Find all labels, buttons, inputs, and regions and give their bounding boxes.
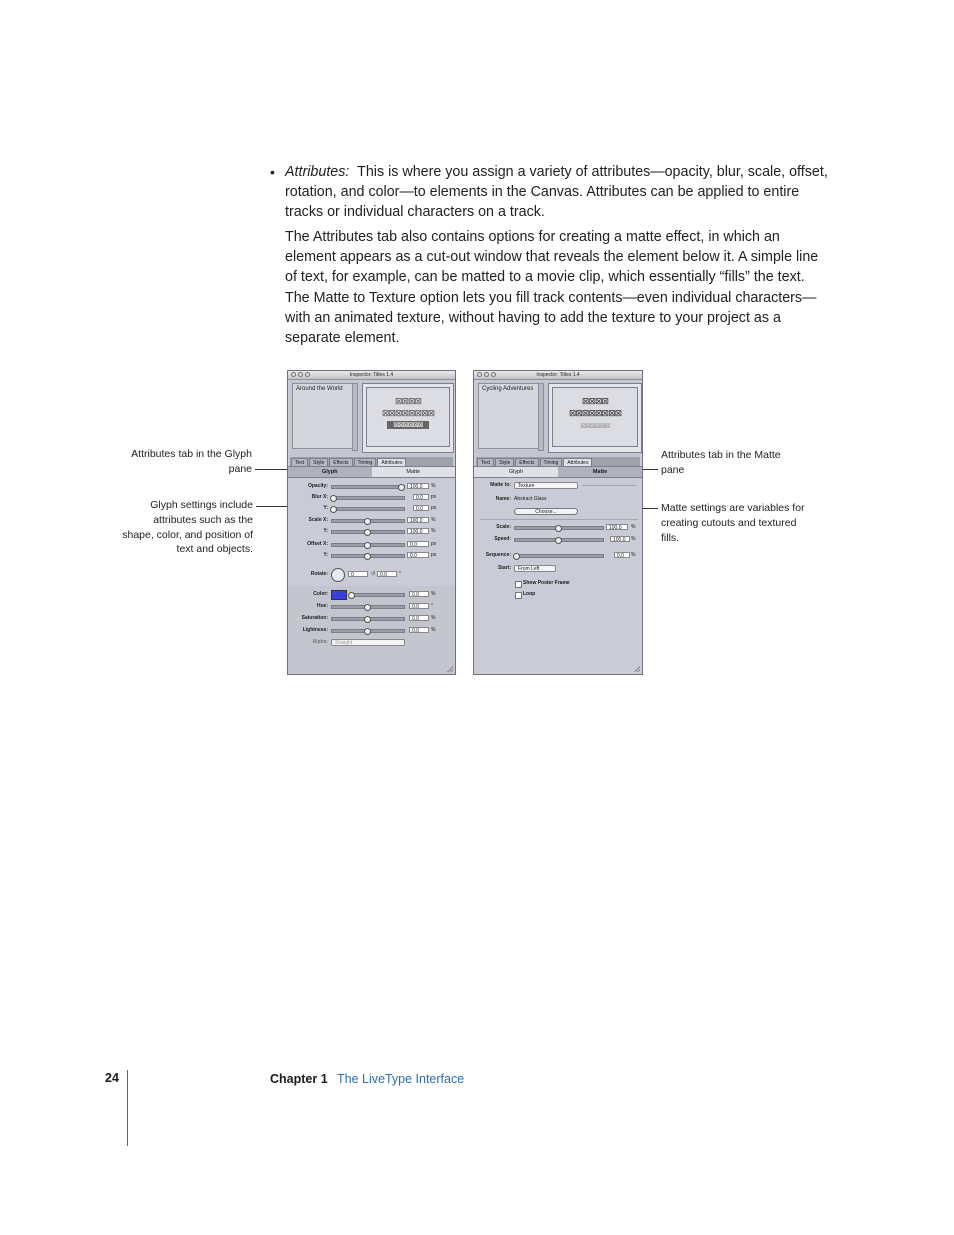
tab-attributes[interactable]: Attributes — [563, 458, 592, 466]
zoom-button[interactable] — [491, 372, 496, 377]
callout-line — [643, 469, 658, 470]
opacity-slider[interactable] — [331, 485, 405, 489]
hue-label: Hue: — [316, 603, 328, 609]
texture-name: Abstract Glass — [514, 496, 547, 502]
scale-unit: % — [631, 524, 636, 530]
track-list-scrollbar[interactable] — [538, 383, 544, 451]
blur-y-slider[interactable] — [331, 507, 405, 511]
resize-grip-icon[interactable] — [447, 666, 453, 672]
inspector-tabs — [290, 457, 453, 466]
saturation-label: Saturation: — [301, 615, 328, 621]
glyph-preview-inner — [366, 387, 450, 447]
tab-timing[interactable]: Timing — [354, 458, 377, 466]
glyph-placeholder-row: ⊠⊠⊠⊠⊠⊠⊠⊠ — [381, 408, 435, 418]
attributes-text: This is where you assign a variety of attributes—opacity, blur, scale, offset, rotation, and color—to elements in the Canvas. Attributes can be applied to entire tracks or individual characters on a track. — [285, 164, 828, 221]
opacity-unit: % — [431, 483, 436, 489]
offset-y-field[interactable]: 0.0 — [407, 552, 429, 558]
blur-y-unit: px — [431, 505, 437, 511]
offset-x-field[interactable]: 0.0 — [407, 541, 429, 547]
separator-line — [480, 519, 638, 520]
rotate-label: Rotate: — [310, 571, 328, 577]
offset-x-row — [288, 540, 456, 549]
sequence-unit: % — [631, 552, 636, 558]
resize-grip-icon[interactable] — [634, 666, 640, 672]
opacity-label: Opacity: — [307, 483, 328, 489]
color-label: Color: — [313, 591, 328, 597]
tab-attributes[interactable]: Attributes — [377, 458, 406, 466]
scale-x-label: Scale X: — [308, 517, 328, 523]
offset-y-slider-knob[interactable] — [364, 553, 371, 560]
tab-effects[interactable]: Effects — [515, 458, 538, 466]
preview-area — [290, 381, 453, 457]
segment-matte[interactable]: Matte — [372, 467, 456, 477]
blur-x-unit: px — [431, 494, 437, 500]
offset-x-label: Offset X: — [307, 541, 328, 547]
sequence-field[interactable]: 0.0 — [614, 552, 630, 558]
tab-effects[interactable]: Effects — [329, 458, 352, 466]
scale-y-field[interactable]: 100.0 — [407, 528, 429, 534]
scale-y-label: Y: — [323, 528, 328, 534]
saturation-unit: % — [431, 615, 436, 621]
blur-y-label: Y: — [323, 505, 328, 511]
glyph-placeholder-row: ⊠⊠⊠⊠⊠⊠⊠⊠ — [568, 408, 622, 418]
zoom-button[interactable] — [305, 372, 310, 377]
sequence-label: Sequence: — [485, 552, 511, 558]
segment-glyph[interactable]: Glyph — [288, 467, 372, 477]
sequence-row — [474, 551, 643, 560]
callout-line — [643, 508, 658, 509]
window-title: Inspector: Titles 1.4 — [349, 372, 394, 378]
tab-timing[interactable]: Timing — [540, 458, 563, 466]
matte-to-label: Matte to: — [490, 482, 511, 488]
hue-field[interactable]: 0.0 — [409, 603, 429, 609]
tab-style[interactable]: Style — [309, 458, 328, 466]
matte-to-popup[interactable]: Texture — [514, 482, 578, 489]
window-controls — [477, 372, 496, 377]
saturation-field[interactable]: 0.0 — [409, 615, 429, 621]
saturation-slider-knob[interactable] — [364, 616, 371, 623]
speed-label: Speed: — [494, 536, 511, 542]
inspector-tabs — [476, 457, 640, 466]
segment-matte[interactable]: Matte — [558, 467, 642, 477]
offset-y-unit: px — [431, 552, 437, 558]
separator-line — [582, 485, 636, 486]
alpha-popup[interactable]: Straight — [331, 639, 405, 646]
close-button[interactable] — [477, 372, 482, 377]
blur-y-row — [288, 504, 456, 513]
track-text: Cycling Adventures — [482, 386, 534, 392]
hue-row — [288, 602, 456, 611]
preview-area — [476, 381, 640, 457]
window-titlebar — [474, 371, 642, 380]
offset-y-label: Y: — [323, 552, 328, 558]
scale-label: Scale: — [496, 524, 511, 530]
rotate-reset-icon[interactable]: ↺ — [371, 571, 376, 577]
window-title: Inspector: Titles 1.4 — [536, 372, 580, 378]
callout-matte-tab: Attributes tab in the Matte pane — [661, 449, 781, 476]
loop-row — [474, 590, 643, 599]
scale-row — [474, 523, 643, 532]
rotate-field[interactable]: 0 — [348, 571, 368, 577]
blur-x-slider[interactable] — [331, 496, 405, 500]
speed-field[interactable]: 100.0 — [610, 536, 630, 542]
opacity-field[interactable]: 100.0 — [407, 483, 429, 489]
lightness-label: Lightness: — [302, 627, 328, 633]
rotate-degrees-field[interactable]: 0.0 — [377, 571, 397, 577]
footer-rule — [127, 1070, 128, 1146]
choose-row — [474, 507, 643, 516]
show-poster-checkbox[interactable] — [515, 581, 522, 588]
track-text: Around the World — [296, 386, 343, 392]
offset-x-unit: px — [431, 541, 437, 547]
show-poster-row — [474, 579, 643, 588]
scale-slider-knob[interactable] — [555, 525, 562, 532]
chapter-label: Chapter 1 — [270, 1072, 328, 1086]
scale-x-slider-knob[interactable] — [364, 518, 371, 525]
offset-x-slider-knob[interactable] — [364, 542, 371, 549]
opacity-row — [288, 482, 456, 491]
matte-to-row — [474, 481, 643, 490]
show-poster-label: Show Poster Frame — [523, 580, 570, 586]
attributes-lead: Attributes: — [285, 164, 350, 180]
lightness-unit: % — [431, 627, 436, 633]
callout-glyph-settings: Glyph settings include attributes such as the shape, color, and position of text and objects. — [122, 499, 253, 556]
rotate-row — [288, 568, 456, 582]
glyph-matte-segment — [288, 466, 455, 478]
close-button[interactable] — [291, 372, 296, 377]
rotate-dial[interactable] — [331, 568, 345, 582]
minimize-button[interactable] — [484, 372, 489, 377]
saturation-row — [288, 614, 456, 623]
blur-y-field[interactable]: 0.0 — [413, 505, 429, 511]
color-slider[interactable] — [349, 593, 405, 597]
start-row — [474, 564, 643, 573]
chapter-title: The LiveType Interface — [337, 1072, 465, 1086]
callout-line — [256, 506, 287, 507]
track-list[interactable] — [478, 383, 540, 449]
callout-glyph-tab: Attributes tab in the Glyph pane — [131, 448, 252, 475]
window-titlebar — [288, 371, 455, 380]
callout-line — [255, 469, 287, 470]
matte-inspector-window — [473, 370, 643, 675]
color-field[interactable]: 0.0 — [409, 591, 429, 597]
track-list[interactable] — [292, 383, 354, 449]
speed-unit: % — [631, 536, 636, 542]
scale-field[interactable]: 100.0 — [606, 524, 628, 530]
color-section — [288, 586, 455, 674]
blur-y-slider-knob[interactable] — [330, 506, 337, 513]
hue-unit: ° — [431, 603, 433, 609]
name-label: Name: — [495, 496, 511, 502]
window-controls — [291, 372, 310, 377]
start-popup[interactable]: From Left — [514, 565, 556, 572]
color-slider-knob[interactable] — [348, 592, 355, 599]
sequence-slider[interactable] — [514, 554, 604, 558]
segment-glyph[interactable]: Glyph — [474, 467, 558, 477]
scale-x-field[interactable]: 100.0 — [407, 517, 429, 523]
glyph-selected-row: ⊠⊠⊠⊠⊠⊠ — [387, 421, 429, 429]
lightness-row — [288, 626, 456, 635]
color-swatch[interactable] — [331, 590, 347, 600]
speed-row — [474, 535, 643, 544]
glyph-preview — [362, 383, 454, 453]
speed-slider-knob[interactable] — [555, 537, 562, 544]
scale-y-slider-knob[interactable] — [364, 529, 371, 536]
tab-text[interactable]: Text — [477, 458, 494, 466]
loop-label: Loop — [523, 591, 536, 597]
blur-x-label: Blur X: — [311, 494, 328, 500]
color-row — [288, 590, 456, 599]
alpha-label: Alpha: — [312, 639, 328, 645]
lightness-slider-knob[interactable] — [364, 628, 371, 635]
rotate-unit: ° — [399, 571, 401, 577]
scale-x-unit: % — [431, 517, 436, 523]
callout-matte-settings: Matte settings are variables for creating cutouts and textured fills. — [661, 502, 805, 544]
scale-y-unit: % — [431, 528, 436, 534]
glyph-faded-row: ⊠⊠⊠⊠⊠⊠ — [580, 423, 610, 430]
blur-x-slider-knob[interactable] — [330, 495, 337, 502]
color-unit: % — [431, 591, 436, 597]
loop-checkbox[interactable] — [515, 592, 522, 599]
tab-style[interactable]: Style — [495, 458, 514, 466]
matte-preview — [548, 383, 642, 453]
start-label: Start: — [497, 565, 511, 571]
hue-slider-knob[interactable] — [364, 604, 371, 611]
glyph-placeholder-row: ⊠⊠⊠⊠ — [394, 396, 422, 406]
sequence-slider-knob[interactable] — [513, 553, 520, 560]
bullet-marker: • — [270, 164, 275, 180]
matte-paragraph: The Attributes tab also contains options for creating a matte effect, in which an element appears as a cut-out window that reveals the element below it. A simple line of text, for example, can be matted to a movie clip, which essentially “fills” the text. The Matte to Texture option lets you fill track contents—even individual characters—with an animated texture, without having to add the texture to your project as a separate element. — [285, 229, 819, 347]
scale-y-row — [288, 527, 456, 536]
page-number: 24 — [105, 1071, 119, 1085]
blur-x-field[interactable]: 0.0 — [413, 494, 429, 500]
tab-text[interactable]: Text — [291, 458, 308, 466]
glyph-placeholder-row: ⊠⊠⊠⊠ — [581, 396, 609, 406]
lightness-field[interactable]: 0.0 — [409, 627, 429, 633]
attributes-paragraph — [285, 162, 830, 223]
name-row — [474, 495, 643, 504]
opacity-slider-knob[interactable] — [398, 484, 405, 491]
blur-x-row — [288, 493, 456, 502]
glyph-matte-segment — [474, 466, 642, 478]
glyph-inspector-window — [287, 370, 456, 675]
offset-y-row — [288, 551, 456, 560]
alpha-row — [288, 638, 456, 647]
choose-button[interactable]: Choose... — [514, 508, 578, 515]
minimize-button[interactable] — [298, 372, 303, 377]
scale-x-row — [288, 516, 456, 525]
matte-preview-inner — [552, 387, 638, 447]
track-list-scrollbar[interactable] — [352, 383, 358, 451]
